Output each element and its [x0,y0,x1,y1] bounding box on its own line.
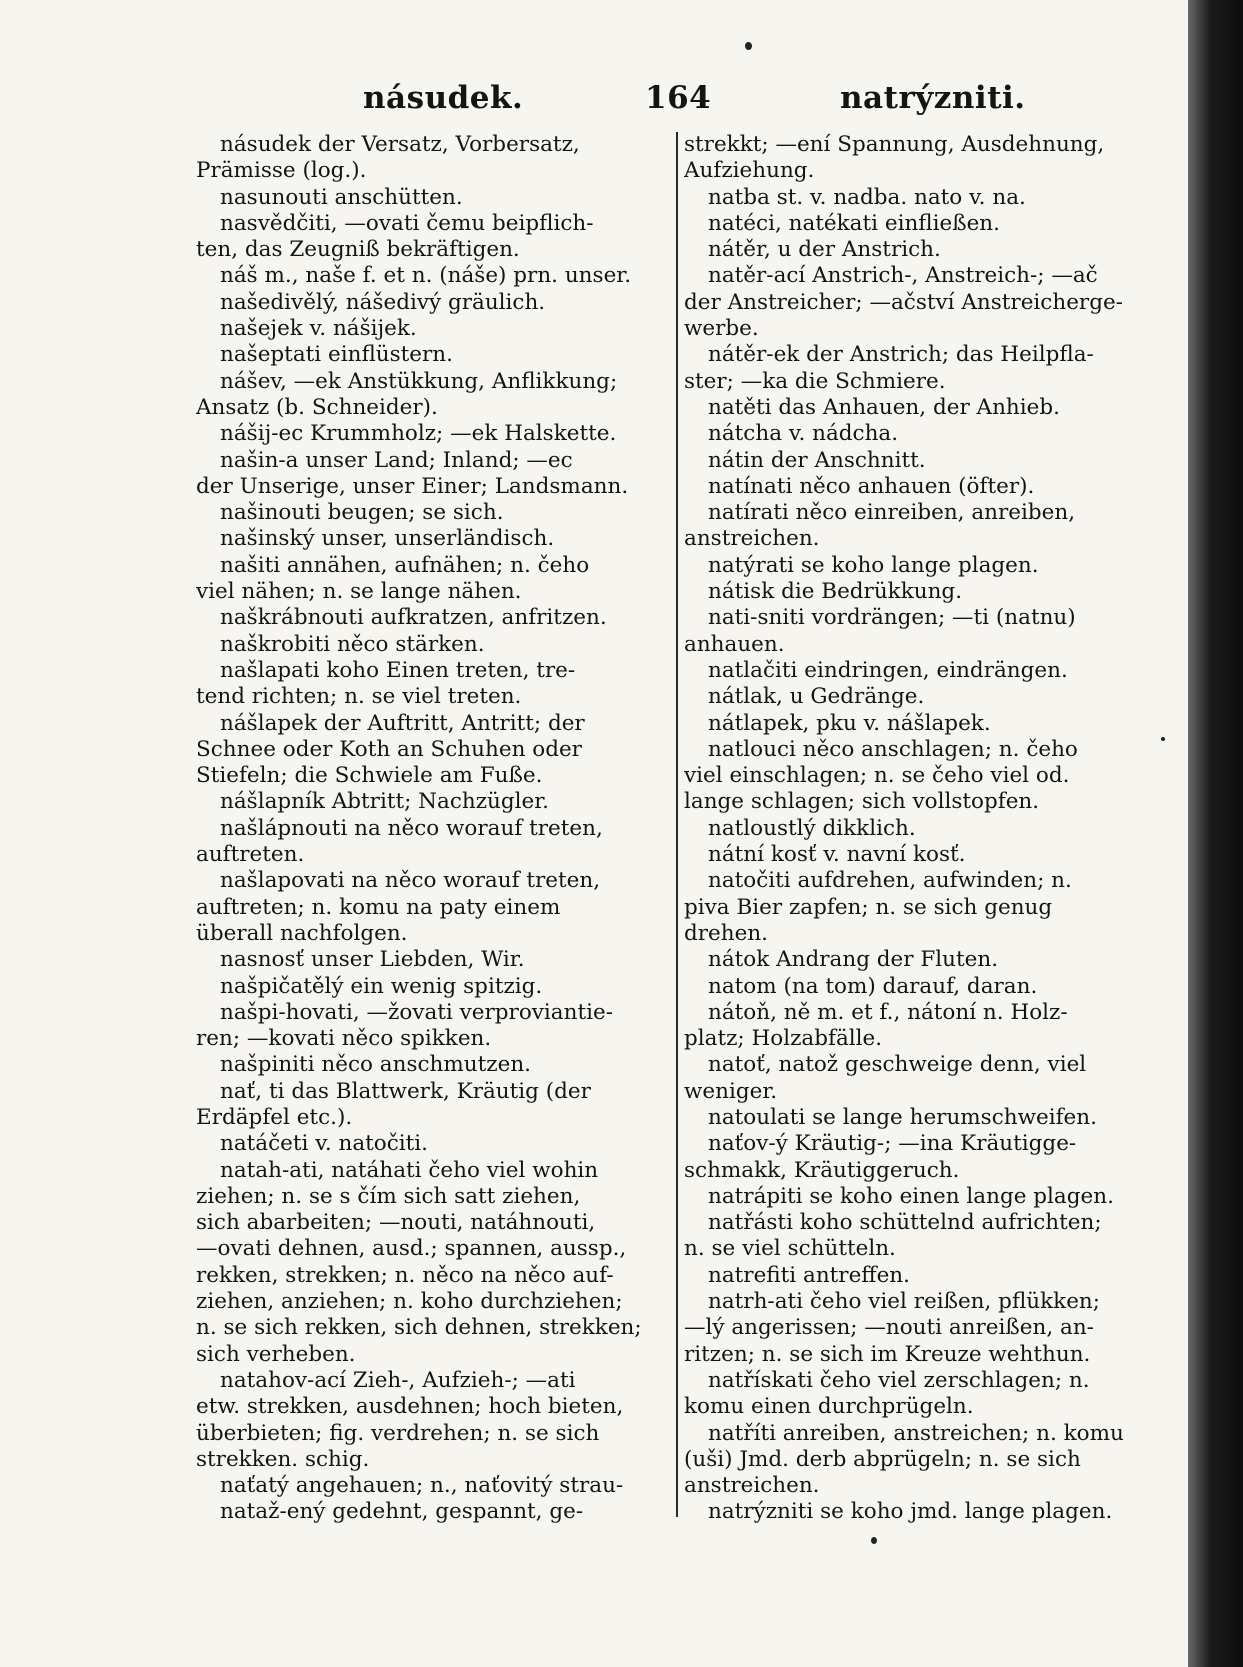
entry-line: natírati něco einreiben, anreiben, [708,500,1076,526]
page-header [0,80,1188,124]
entry-line: viel nähen; n. se lange nähen. [196,579,522,605]
entry-line: natřískati čeho viel zerschlagen; n. [708,1367,1090,1393]
entry-line: viel einschlagen; n. se čeho viel od. [684,763,1070,789]
entry-line: natom (na tom) darauf, daran. [708,973,1038,999]
entry-line: naškrábnouti aufkratzen, anfritzen. [220,605,607,631]
entry-line: ren; —kovati něco spikken. [196,1026,492,1052]
print-speck [871,1537,877,1544]
entry-line: strekken. schig. [196,1446,370,1472]
entry-line: auftreten; n. komu na paty einem [196,894,561,920]
entry-line: našiti annähen, aufnähen; n. čeho [220,552,590,578]
entry-line: ritzen; n. se sich im Kreuze wehthun. [684,1341,1091,1367]
entry-line: nátcha v. nádcha. [708,421,899,447]
entry-line: našedivělý, nášedivý gräulich. [220,289,546,315]
entry-line: platz; Holzabfälle. [684,1026,883,1052]
entry-line: anhauen. [684,631,785,657]
entry-line: natýrati se koho lange plagen. [708,552,1039,578]
entry-line: násudek der Versatz, Vorbersatz, [220,132,580,157]
entry-line: nasvědčiti, —ovati čemu beipflich- [220,210,594,236]
entry-line: natrápiti se koho einen lange plagen. [708,1183,1114,1209]
right-column [684,132,1146,1526]
entry-line: piva Bier zapfen; n. se sich genug [684,894,1053,920]
entry-line: natrýzniti se koho jmd. lange plagen. [708,1499,1113,1525]
entry-line: Aufziehung. [684,158,815,184]
entry-line: natlačiti eindringen, eindrängen. [708,657,1068,683]
scan-edge [1188,0,1243,1667]
entry-line: Ansatz (b. Schneider). [196,394,438,420]
entry-line: ten, das Zeugniß bekräftigen. [196,237,520,263]
entry-line: náš m., naše f. et n. (náše) prn. unser. [220,263,632,289]
entry-line: lange schlagen; sich vollstopfen. [684,789,1040,815]
entry-line: naťov-ý Kräutig-; —ina Kräutigge- [708,1131,1077,1157]
entry-line: natěti das Anhauen, der Anhieb. [708,394,1060,420]
entry-line: natrh-ati čeho viel reißen, pflükken; [708,1289,1101,1315]
entry-line: natoulati se lange herumschweifen. [708,1104,1097,1130]
entry-line: auftreten. [196,842,305,868]
entry-line: n. se viel schütteln. [684,1236,896,1262]
entry-line: natlouci něco anschlagen; n. čeho [708,736,1078,762]
entry-line: nátlapek, pku v. nášlapek. [708,710,991,736]
entry-line: natěr-ací Anstrich-, Anstreich-; —ač [708,263,1098,289]
entry-line: natříti anreiben, anstreichen; n. komu [708,1420,1124,1446]
entry-line: der Anstreicher; —ačství Anstreicherge- [684,289,1123,315]
entry-line: nati-sniti vordrängen; —ti (natnu) [708,605,1076,631]
entry-line: überall nachfolgen. [196,920,408,946]
entry-line: natba st. v. nadba. nato v. na. [708,184,1026,210]
entry-line: (uši) Jmd. derb abprügeln; n. se sich [684,1446,1081,1472]
entry-line: našeptati einflüstern. [220,342,453,368]
entry-line: —lý angerissen; —nouti anreißen, an- [684,1315,1094,1341]
entry-line: überbieten; fig. verdrehen; n. se sich [196,1420,600,1446]
entry-line: werbe. [684,316,759,342]
entry-line: našpičatělý ein wenig spitzig. [220,973,543,999]
entry-line: komu einen durchprügeln. [684,1394,974,1420]
entry-line: natáčeti v. natočiti. [220,1131,429,1157]
entry-line: ziehen; n. se s čím sich satt ziehen, [196,1183,581,1209]
entry-line: našin-a unser Land; Inland; —ec [220,447,573,473]
print-speck [1161,737,1165,741]
page-number: 164 [645,80,712,116]
entry-line: natahov-ací Zieh-, Aufzieh-; —ati [220,1367,576,1393]
entry-line: našlápnouti na něco worauf treten, [220,815,603,841]
entry-line: Prämisse (log.). [196,158,367,184]
entry-line: nasnosť unser Liebden, Wir. [220,947,525,973]
entry-line: natočiti aufdrehen, aufwinden; n. [708,868,1072,894]
entry-line: našinský unser, unserländisch. [220,526,555,552]
entry-line: natoť, natož geschweige denn, viel [708,1052,1087,1078]
entry-line: natřásti koho schüttelnd aufrichten; [708,1210,1102,1236]
entry-line: schmakk, Kräutiggeruch. [684,1157,960,1183]
entry-line: rekken, strekken; n. něco na něco auf- [196,1262,614,1288]
entry-line: nátin der Anschnitt. [708,447,926,473]
print-speck [745,42,752,50]
entry-line: sich abarbeiten; —nouti, natáhnouti, [196,1210,596,1236]
entry-line: nataž-ený gedehnt, gespannt, ge- [220,1499,584,1525]
entry-line: nátok Andrang der Fluten. [708,947,999,973]
entry-line: naškrobiti něco stärken. [220,631,485,657]
entry-line: našpiniti něco anschmutzen. [220,1052,531,1078]
entry-line: anstreichen. [684,526,820,552]
entry-line: Erdäpfel etc.). [196,1104,353,1130]
entry-line: naťatý angehauen; n., naťovitý strau- [220,1473,624,1499]
entry-line: nášij-ec Krummholz; —ek Halskette. [220,421,617,447]
entry-line: nášlapek der Auftritt, Antritt; der [220,710,585,736]
entry-line: natéci, natékati einfließen. [708,210,1000,236]
entry-line: nášev, —ek Anstükkung, Anflikkung; [220,368,618,394]
entry-line: nátěr-ek der Anstrich; das Heilpfla- [708,342,1094,368]
entry-line: nášlapník Abtritt; Nachzügler. [220,789,549,815]
header-right-guideword: natrýzniti. [840,80,1026,116]
entry-line: n. se sich rekken, sich dehnen, strekken; [196,1315,642,1341]
entry-line: strekkt; —ení Spannung, Ausdehnung, [684,132,1105,157]
entry-line: našejek v. nášijek. [220,316,417,342]
header-left-guideword: násudek. [363,80,524,116]
entry-line: weniger. [684,1078,778,1104]
entry-line: nať, ti das Blattwerk, Kräutig (der [220,1078,591,1104]
column-divider [676,132,678,1517]
entry-line: natrefiti antreffen. [708,1262,910,1288]
entry-line: —ovati dehnen, ausd.; spannen, aussp., [196,1236,627,1262]
entry-line: našinouti beugen; se sich. [220,500,504,526]
entry-line: Stiefeln; die Schwiele am Fuße. [196,763,543,789]
entry-line: etw. strekken, ausdehnen; hoch bieten, [196,1394,624,1420]
entry-line: nátisk die Bedrükkung. [708,579,963,605]
left-column [196,132,670,1526]
entry-line: ster; —ka die Schmiere. [684,368,946,394]
entry-line: tend richten; n. se viel treten. [196,684,522,710]
entry-line: Schnee oder Koth an Schuhen oder [196,736,582,762]
entry-line: natloustlý dikklich. [708,815,916,841]
entry-line: natínati něco anhauen (öfter). [708,473,1035,499]
entry-line: sich verheben. [196,1341,356,1367]
entry-line: ziehen, anziehen; n. koho durchziehen; [196,1289,623,1315]
entry-line: našpi-hovati, —žovati verproviantie- [220,999,613,1025]
entry-line: nátní kosť v. navní kosť. [708,842,966,868]
entry-line: natah-ati, natáhati čeho viel wohin [220,1157,599,1183]
entry-line: našlapati koho Einen treten, tre- [220,657,576,683]
entry-line: anstreichen. [684,1473,820,1499]
entry-line: drehen. [684,920,769,946]
entry-line: našlapovati na něco worauf treten, [220,868,601,894]
entry-line: nátlak, u Gedränge. [708,684,925,710]
entry-line: der Unserige, unser Einer; Landsmann. [196,473,629,499]
entry-line: nasunouti anschütten. [220,184,463,210]
entry-line: nátoň, ně m. et f., nátoní n. Holz- [708,999,1068,1025]
entry-line: nátěr, u der Anstrich. [708,237,941,263]
